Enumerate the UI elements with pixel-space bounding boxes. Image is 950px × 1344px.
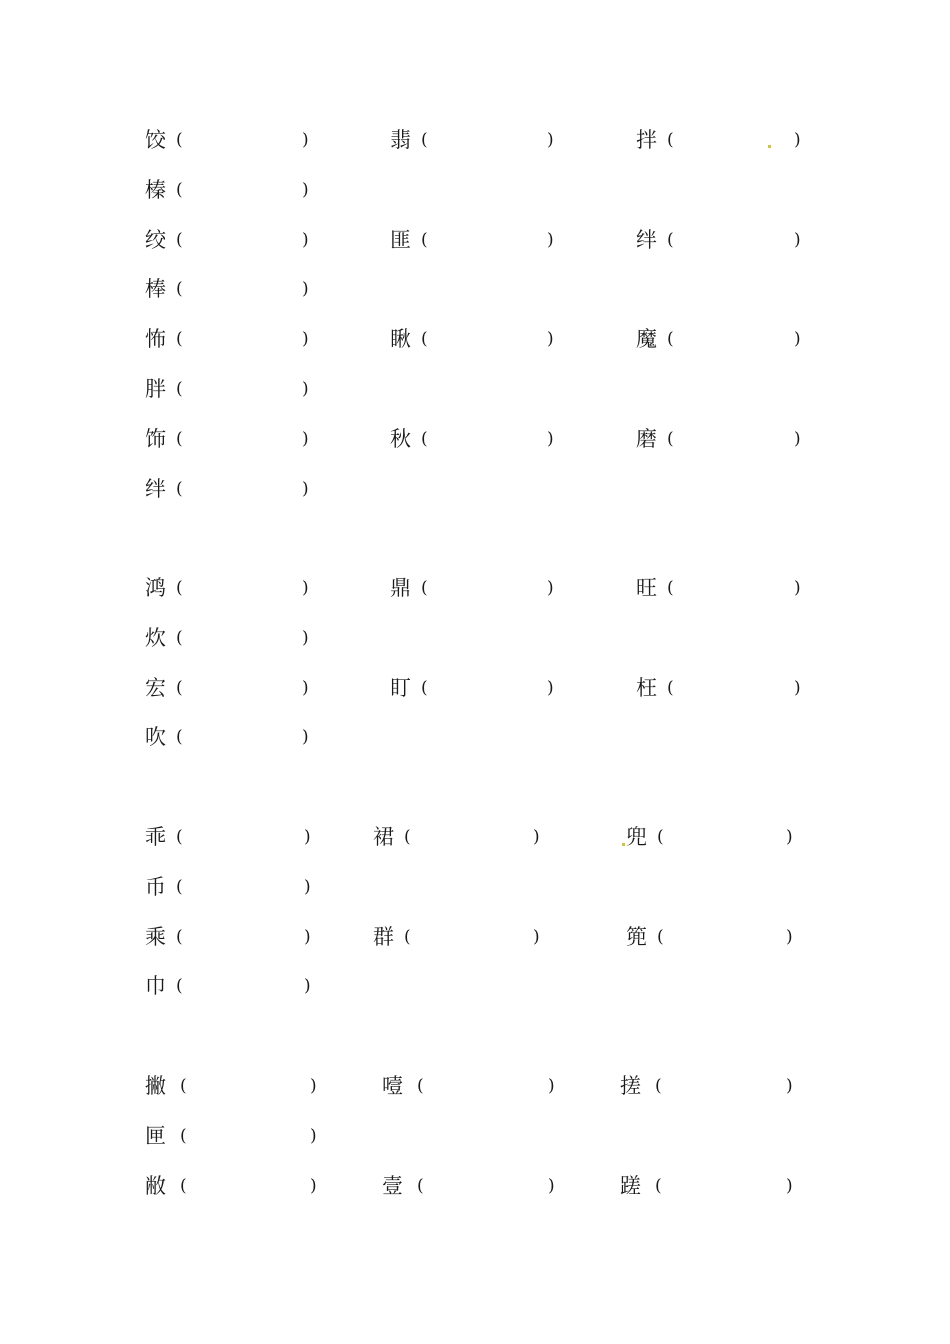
character-item <box>145 971 324 1001</box>
character-text: 瞅 <box>390 327 411 352</box>
character-text: 群 <box>373 924 394 949</box>
close-bracket: ) <box>302 279 309 300</box>
character-item <box>145 722 322 752</box>
close-bracket: ) <box>533 926 540 947</box>
character-item <box>390 424 567 454</box>
character-item <box>382 1071 568 1101</box>
scan-speck <box>768 145 771 148</box>
open-bracket: ( <box>176 478 183 499</box>
close-bracket: ) <box>304 876 311 897</box>
answer-blank[interactable] <box>186 673 300 703</box>
close-bracket: ) <box>547 578 554 598</box>
character-text: 秋 <box>390 426 411 451</box>
answer-blank[interactable] <box>431 673 545 703</box>
open-bracket: ( <box>176 727 183 748</box>
character-item <box>145 872 324 902</box>
answer-blank[interactable] <box>186 324 300 354</box>
character-text: 乖 <box>145 825 166 849</box>
character-text: 绊 <box>145 476 166 501</box>
character-text: 拌 <box>636 128 657 152</box>
close-bracket: ) <box>547 677 554 698</box>
character-item <box>145 673 322 703</box>
character-text: 鸿 <box>145 576 166 600</box>
character-text: 怖 <box>145 327 166 352</box>
open-bracket: ( <box>421 329 428 350</box>
character-item <box>390 225 567 255</box>
answer-blank[interactable] <box>186 623 300 653</box>
open-bracket: ( <box>667 229 674 250</box>
close-bracket: ) <box>548 1076 555 1096</box>
answer-blank[interactable] <box>190 1121 308 1151</box>
close-bracket: ) <box>786 827 793 847</box>
exercise-row <box>0 673 950 703</box>
character-text: 饰 <box>145 426 166 451</box>
character-text: 吹 <box>145 725 166 750</box>
open-bracket: ( <box>421 677 428 698</box>
exercise-row <box>0 573 950 603</box>
exercise-row <box>0 1071 950 1101</box>
open-bracket: ( <box>404 926 411 947</box>
close-bracket: ) <box>310 1076 317 1096</box>
exercise-row <box>0 1121 950 1151</box>
answer-blank[interactable] <box>667 822 784 852</box>
character-text: 绊 <box>636 227 657 252</box>
answer-blank[interactable] <box>414 822 531 852</box>
character-item <box>636 324 814 354</box>
answer-blank[interactable] <box>431 573 545 603</box>
answer-blank[interactable] <box>186 424 300 454</box>
close-bracket: ) <box>786 1175 793 1196</box>
character-item <box>145 474 322 504</box>
character-text: 胖 <box>145 377 166 401</box>
exercise-row <box>0 324 950 354</box>
character-item <box>145 175 322 205</box>
answer-blank[interactable] <box>677 324 792 354</box>
character-text: 匪 <box>390 227 411 252</box>
open-bracket: ( <box>667 130 674 150</box>
answer-blank[interactable] <box>414 922 531 952</box>
character-item <box>390 573 567 603</box>
open-bracket: ( <box>176 578 183 598</box>
open-bracket: ( <box>180 1175 187 1196</box>
close-bracket: ) <box>794 130 801 150</box>
open-bracket: ( <box>667 677 674 698</box>
character-item <box>145 623 322 653</box>
close-bracket: ) <box>794 229 801 250</box>
answer-blank[interactable] <box>186 225 300 255</box>
close-bracket: ) <box>794 677 801 698</box>
open-bracket: ( <box>176 279 183 300</box>
open-bracket: ( <box>421 428 428 449</box>
character-text: 棒 <box>145 277 166 302</box>
answer-blank[interactable] <box>186 922 302 952</box>
answer-blank[interactable] <box>190 1071 308 1101</box>
close-bracket: ) <box>302 130 309 150</box>
character-item <box>145 822 324 852</box>
open-bracket: ( <box>180 1125 187 1146</box>
close-bracket: ) <box>547 130 554 150</box>
open-bracket: ( <box>657 926 664 947</box>
exercise-row <box>0 922 950 952</box>
open-bracket: ( <box>421 229 428 250</box>
character-text: 撇 <box>145 1074 166 1098</box>
character-text: 鼎 <box>390 576 411 600</box>
answer-blank[interactable] <box>186 822 302 852</box>
open-bracket: ( <box>655 1175 662 1196</box>
close-bracket: ) <box>302 627 309 648</box>
open-bracket: ( <box>176 926 183 947</box>
close-bracket: ) <box>302 428 309 449</box>
exercise-row <box>0 474 950 504</box>
answer-blank[interactable] <box>667 922 784 952</box>
close-bracket: ) <box>302 329 309 350</box>
close-bracket: ) <box>302 478 309 499</box>
answer-blank[interactable] <box>677 673 792 703</box>
character-text: 乘 <box>145 924 166 949</box>
character-text: 魔 <box>636 327 657 352</box>
character-item <box>373 822 553 852</box>
character-item <box>145 922 324 952</box>
character-item <box>626 922 806 952</box>
open-bracket: ( <box>176 379 183 399</box>
answer-blank[interactable] <box>186 474 300 504</box>
answer-blank[interactable] <box>431 225 545 255</box>
answer-blank[interactable] <box>186 872 302 902</box>
character-item <box>636 573 814 603</box>
character-item <box>620 1071 806 1101</box>
close-bracket: ) <box>786 1076 793 1096</box>
close-bracket: ) <box>533 827 540 847</box>
open-bracket: ( <box>657 827 664 847</box>
character-text: 壹 <box>382 1173 403 1198</box>
scan-speck <box>622 843 625 846</box>
answer-blank[interactable] <box>677 573 792 603</box>
close-bracket: ) <box>794 578 801 598</box>
close-bracket: ) <box>302 727 309 748</box>
character-text: 巾 <box>145 974 166 999</box>
open-bracket: ( <box>176 976 183 997</box>
open-bracket: ( <box>176 329 183 350</box>
open-bracket: ( <box>176 229 183 250</box>
open-bracket: ( <box>176 627 183 648</box>
character-text: 蹉 <box>620 1173 641 1198</box>
answer-blank[interactable] <box>431 324 545 354</box>
exercise-row <box>0 274 950 304</box>
close-bracket: ) <box>302 229 309 250</box>
exercise-row <box>0 872 950 902</box>
character-item <box>145 225 322 255</box>
close-bracket: ) <box>304 827 311 847</box>
character-item <box>620 1171 806 1201</box>
character-item <box>145 1071 330 1101</box>
character-item <box>145 274 322 304</box>
answer-blank[interactable] <box>677 225 792 255</box>
answer-blank[interactable] <box>186 125 300 155</box>
character-text: 敝 <box>145 1173 166 1198</box>
answer-blank[interactable] <box>186 175 300 205</box>
character-text: 宏 <box>145 675 166 700</box>
close-bracket: ) <box>310 1125 317 1146</box>
open-bracket: ( <box>176 876 183 897</box>
close-bracket: ) <box>794 428 801 449</box>
answer-blank[interactable] <box>431 125 545 155</box>
open-bracket: ( <box>417 1175 424 1196</box>
character-text: 匣 <box>145 1123 166 1148</box>
character-text: 兜 <box>626 825 647 849</box>
character-text: 绞 <box>145 227 166 252</box>
open-bracket: ( <box>421 130 428 150</box>
exercise-row <box>0 125 950 155</box>
character-item <box>145 374 322 404</box>
answer-blank[interactable] <box>427 1071 546 1101</box>
answer-blank[interactable] <box>665 1071 784 1101</box>
character-item <box>390 673 567 703</box>
character-text: 磨 <box>636 426 657 451</box>
character-text: 盯 <box>390 675 411 700</box>
exercise-row <box>0 225 950 255</box>
exercise-row <box>0 424 950 454</box>
open-bracket: ( <box>176 179 183 200</box>
open-bracket: ( <box>421 578 428 598</box>
character-item <box>390 324 567 354</box>
character-item <box>636 424 814 454</box>
character-item <box>373 922 553 952</box>
character-item <box>636 225 814 255</box>
character-text: 币 <box>145 874 166 899</box>
open-bracket: ( <box>667 428 674 449</box>
character-item <box>145 324 322 354</box>
open-bracket: ( <box>667 329 674 350</box>
exercise-row <box>0 822 950 852</box>
open-bracket: ( <box>176 130 183 150</box>
answer-blank[interactable] <box>665 1171 784 1201</box>
close-bracket: ) <box>304 976 311 997</box>
character-item <box>145 573 322 603</box>
answer-blank[interactable] <box>186 374 300 404</box>
close-bracket: ) <box>548 1175 555 1196</box>
character-item <box>145 1171 330 1201</box>
character-item <box>626 822 806 852</box>
open-bracket: ( <box>180 1076 187 1096</box>
close-bracket: ) <box>302 379 309 399</box>
character-item <box>145 125 322 155</box>
close-bracket: ) <box>547 428 554 449</box>
answer-blank[interactable] <box>186 722 300 752</box>
character-text: 榛 <box>145 177 166 202</box>
answer-blank[interactable] <box>186 971 302 1001</box>
close-bracket: ) <box>547 229 554 250</box>
close-bracket: ) <box>304 926 311 947</box>
open-bracket: ( <box>176 677 183 698</box>
exercise-row <box>0 722 950 752</box>
open-bracket: ( <box>417 1076 424 1096</box>
close-bracket: ) <box>302 677 309 698</box>
character-item <box>145 1121 330 1151</box>
character-text: 噎 <box>382 1074 403 1098</box>
character-text: 枉 <box>636 675 657 700</box>
exercise-row <box>0 623 950 653</box>
character-item <box>636 673 814 703</box>
character-text: 饺 <box>145 128 166 152</box>
exercise-row <box>0 1171 950 1201</box>
answer-blank[interactable] <box>427 1171 546 1201</box>
character-item <box>145 424 322 454</box>
exercise-row <box>0 971 950 1001</box>
character-text: 篼 <box>626 924 647 949</box>
answer-blank[interactable] <box>677 125 792 155</box>
character-text: 搓 <box>620 1074 641 1098</box>
open-bracket: ( <box>667 578 674 598</box>
open-bracket: ( <box>404 827 411 847</box>
close-bracket: ) <box>302 179 309 200</box>
character-item <box>390 125 567 155</box>
open-bracket: ( <box>176 428 183 449</box>
close-bracket: ) <box>794 329 801 350</box>
character-text: 旺 <box>636 576 657 600</box>
character-text: 炊 <box>145 625 166 650</box>
answer-blank[interactable] <box>677 424 792 454</box>
character-text: 裙 <box>373 825 394 849</box>
close-bracket: ) <box>310 1175 317 1196</box>
character-item <box>382 1171 568 1201</box>
answer-blank[interactable] <box>186 573 300 603</box>
close-bracket: ) <box>302 578 309 598</box>
exercise-row <box>0 374 950 404</box>
exercise-row <box>0 175 950 205</box>
answer-blank[interactable] <box>186 274 300 304</box>
answer-blank[interactable] <box>431 424 545 454</box>
character-item <box>636 125 814 155</box>
close-bracket: ) <box>786 926 793 947</box>
close-bracket: ) <box>547 329 554 350</box>
open-bracket: ( <box>655 1076 662 1096</box>
answer-blank[interactable] <box>190 1171 308 1201</box>
character-text: 翡 <box>390 128 411 152</box>
open-bracket: ( <box>176 827 183 847</box>
